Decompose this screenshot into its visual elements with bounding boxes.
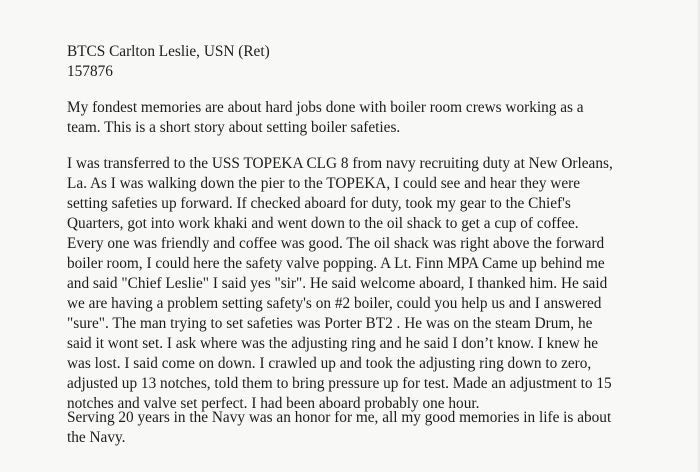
text-line: adjusted up 13 notches, told them to bring pressure up for test. Made an adjustment to 15 xyxy=(67,375,612,392)
text-line: said it wont set. I ask where was the adjusting ring and he said I don’t know. I knew he xyxy=(67,335,599,352)
text-line: Quarters, got into work khaki and went down to the oil shack to get a cup of coffee. xyxy=(67,215,579,232)
text-line: setting safeties up forward. If checked aboard for duty, took my gear to the Chief's xyxy=(67,195,571,212)
text-line: I was transferred to the USS TOPEKA CLG 8 from navy recruiting duty at New Orleans, xyxy=(67,155,613,172)
text-line: Serving 20 years in the Navy was an honor for me, all my good memories in life is about xyxy=(67,409,612,426)
text-line: notches and valve set perfect. I had been aboard probably one hour. xyxy=(67,395,480,412)
text-line: team. This is a short story about setting boiler safeties. xyxy=(67,119,401,136)
service-number: 157876 xyxy=(67,63,113,80)
text-line: My fondest memories are about hard jobs done with boiler room crews working as a xyxy=(67,99,584,116)
text-line: we are having a problem setting safety's on #2 boiler, could you help us and I answered xyxy=(67,295,602,312)
text-line: Every one was friendly and coffee was good. The oil shack was right above the forward xyxy=(67,235,605,252)
text-line: La. As I was walking down the pier to the TOPEKA, I could see and hear they were xyxy=(67,175,581,192)
author-name: BTCS Carlton Leslie, USN (Ret) xyxy=(67,43,270,60)
text-line: and said "Chief Leslie" I said yes "sir". He said welcome aboard, I thanked him. He said xyxy=(67,275,608,292)
intro-paragraph xyxy=(67,98,677,138)
text-line: the Navy. xyxy=(67,429,126,446)
text-line: "sure". The man trying to set safeties was Porter BT2 . He was on the steam Drum, he xyxy=(67,315,593,332)
author-header xyxy=(67,42,270,82)
text-line: boiler room, I could here the safety valve popping. A Lt. Finn MPA Came up behind me xyxy=(67,255,605,272)
text-line: was lost. I said come on down. I crawled up and took the adjusting ring down to zero, xyxy=(67,355,592,372)
story-paragraph xyxy=(67,154,677,414)
closing-paragraph xyxy=(67,408,677,448)
